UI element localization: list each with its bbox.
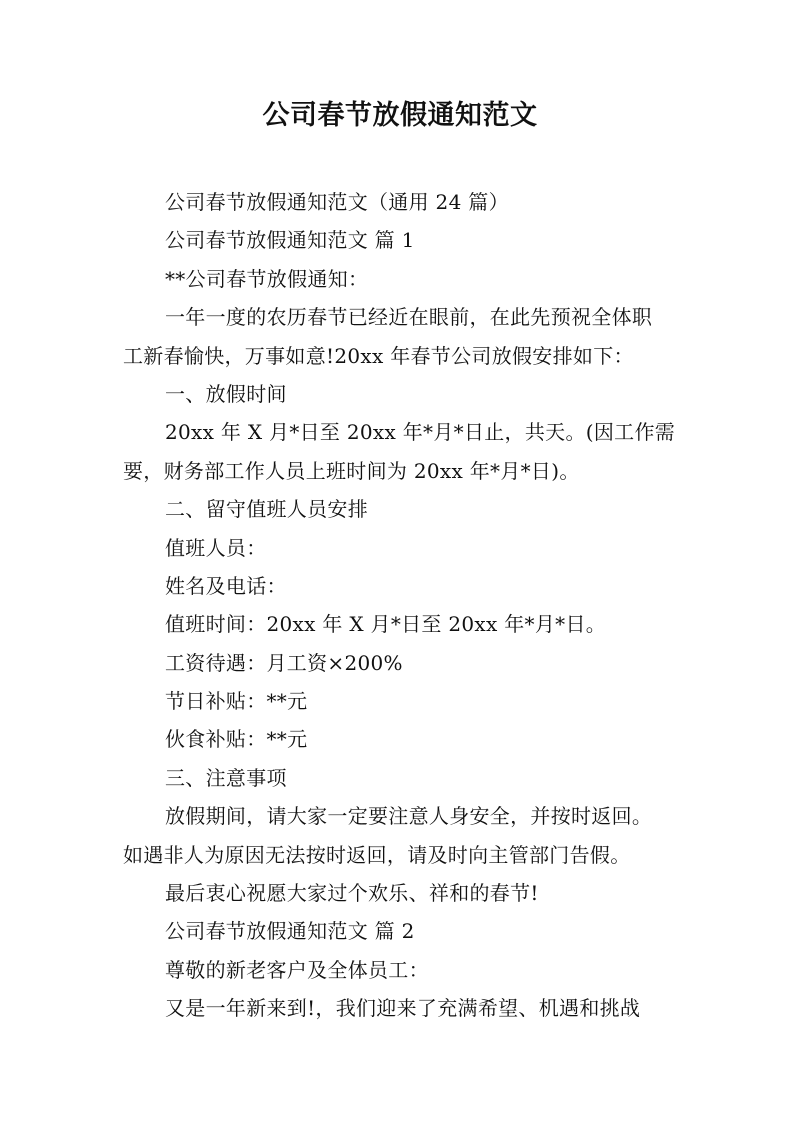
paragraph-line: 20xx 年 X 月*日至 20xx 年*月*日止，共天。(因工作需 (165, 420, 676, 445)
paragraph-line: 公司春节放假通知范文（通用 24 篇） (165, 190, 509, 214)
paragraph-line: 尊敬的新老客户及全体员工： (165, 957, 429, 982)
paragraph-line: 值班时间：20xx 年 X 月*日至 20xx 年*月*日。 (165, 612, 607, 637)
document-title: 公司春节放假通知范文 (262, 100, 538, 131)
paragraph-line: 公司春节放假通知范文 篇 2 (165, 919, 415, 944)
paragraph-line: 一、放假时间 (165, 381, 287, 406)
paragraph-line: 公司春节放假通知范文 篇 1 (165, 228, 415, 253)
paragraph-line: 三、注意事项 (165, 765, 287, 790)
paragraph-line: 姓名及电话： (165, 573, 287, 598)
paragraph-line: 最后衷心祝愿大家过个欢乐、祥和的春节! (165, 881, 539, 906)
paragraph-line: 放假期间，请大家一定要注意人身安全，并按时返回。 (165, 804, 653, 829)
paragraph-line: 一年一度的农历春节已经近在眼前，在此先预祝全体职 (165, 305, 653, 330)
paragraph-line: **公司春节放假通知： (165, 266, 369, 291)
paragraph-line: 工资待遇：月工资×200% (165, 650, 403, 675)
paragraph-line: 伙食补贴：**元 (165, 727, 308, 752)
document-body (123, 183, 693, 1028)
paragraph-line: 如遇非人为原因无法按时返回，请及时向主管部门告假。 (123, 842, 631, 867)
paragraph-line: 又是一年新来到!，我们迎来了充满希望、机遇和挑战 (165, 996, 641, 1021)
paragraph-line: 值班人员： (165, 535, 267, 560)
paragraph-line: 节日补贴：**元 (165, 689, 308, 714)
paragraph-line: 二、留守值班人员安排 (165, 497, 368, 522)
paragraph-line: 工新春愉快，万事如意!20xx 年春节公司放假安排如下： (123, 343, 634, 368)
paragraph-line: 要，财务部工作人员上班时间为 20xx 年*月*日)。 (123, 458, 580, 483)
